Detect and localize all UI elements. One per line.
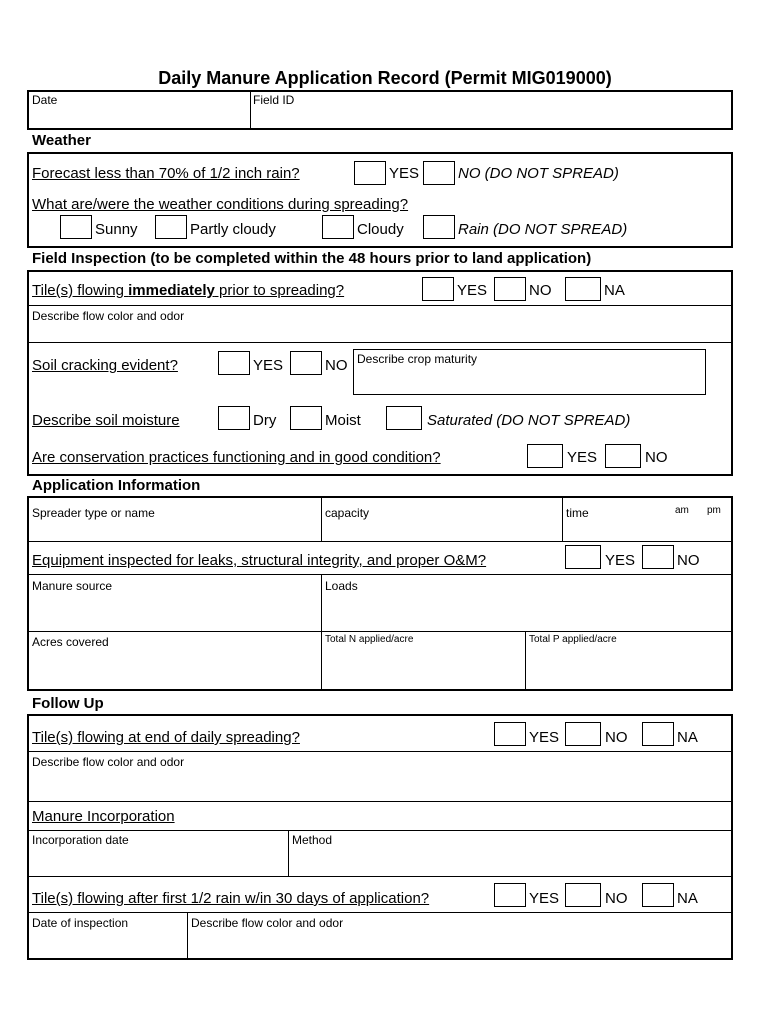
field-id-field[interactable]: Field ID bbox=[253, 93, 295, 107]
conservation-question: Are conservation practices functioning and in good condition? bbox=[32, 449, 441, 466]
total-n-field[interactable]: Total N applied/acre bbox=[325, 634, 414, 645]
conservation-no-checkbox[interactable] bbox=[605, 444, 641, 468]
total-p-field[interactable]: Total P applied/acre bbox=[529, 634, 617, 645]
manure-source-field[interactable]: Manure source bbox=[32, 579, 113, 593]
tiles-rain-no-checkbox[interactable] bbox=[565, 883, 601, 907]
field-inspection-heading: Field Inspection (to be completed within the 48 hours prior to land application) bbox=[32, 250, 592, 267]
forecast-no-checkbox[interactable] bbox=[423, 161, 455, 185]
flow-color-odor-field[interactable]: Describe flow color and odor bbox=[32, 309, 185, 323]
conservation-yes-checkbox[interactable] bbox=[527, 444, 563, 468]
soil-moist-checkbox[interactable] bbox=[290, 406, 322, 430]
soil-cracking-yes-label: YES bbox=[253, 357, 284, 374]
tiles-immediately-yes-checkbox[interactable] bbox=[422, 277, 454, 301]
tiles-end-no-checkbox[interactable] bbox=[565, 722, 601, 746]
tiles-rain-yes-checkbox[interactable] bbox=[494, 883, 526, 907]
soil-dry-label: Dry bbox=[253, 412, 277, 429]
tiles-immediately-yes-label: YES bbox=[457, 282, 488, 299]
soil-dry-checkbox[interactable] bbox=[218, 406, 250, 430]
follow-up-flow-field-2[interactable]: Describe flow color and odor bbox=[191, 916, 344, 930]
tiles-end-na-label: NA bbox=[677, 729, 698, 746]
equipment-question: Equipment inspected for leaks, structural integrity, and proper O&M? bbox=[32, 552, 487, 569]
conservation-yes-label: YES bbox=[567, 449, 598, 466]
tiles-immediately-na-label: NA bbox=[604, 282, 625, 299]
method-field[interactable]: Method bbox=[292, 833, 333, 847]
rain-checkbox[interactable] bbox=[423, 215, 455, 239]
weather-heading: Weather bbox=[32, 132, 91, 149]
forecast-yes-checkbox[interactable] bbox=[354, 161, 386, 185]
follow-up-flow-field[interactable]: Describe flow color and odor bbox=[32, 755, 185, 769]
forecast-yes-label: YES bbox=[389, 165, 420, 182]
conditions-question: What are/were the weather conditions during spreading? bbox=[32, 196, 409, 213]
soil-saturated-label: Saturated (DO NOT SPREAD) bbox=[427, 412, 631, 429]
crop-maturity-label: Describe crop maturity bbox=[357, 352, 478, 366]
tiles-end-yes-label: YES bbox=[529, 729, 560, 746]
tiles-end-na-checkbox[interactable] bbox=[642, 722, 674, 746]
spreader-field[interactable]: Spreader type or name bbox=[32, 506, 155, 520]
soil-cracking-no-label: NO bbox=[325, 357, 348, 374]
forecast-no-label: NO (DO NOT SPREAD) bbox=[458, 165, 619, 182]
tiles-rain-na-checkbox[interactable] bbox=[642, 883, 674, 907]
soil-cracking-question: Soil cracking evident? bbox=[32, 357, 178, 374]
soil-moisture-question: Describe soil moisture bbox=[32, 412, 180, 429]
sunny-checkbox[interactable] bbox=[60, 215, 92, 239]
tiles-end-no-label: NO bbox=[605, 729, 628, 746]
date-of-inspection-field[interactable]: Date of inspection bbox=[32, 916, 129, 930]
tiles-rain-no-label: NO bbox=[605, 890, 628, 907]
rain-label: Rain (DO NOT SPREAD) bbox=[458, 221, 628, 238]
incorporation-heading: Manure Incorporation bbox=[32, 808, 175, 825]
application-frame bbox=[27, 496, 733, 691]
follow-up-heading: Follow Up bbox=[32, 695, 104, 712]
tiles-immediately-na-checkbox[interactable] bbox=[565, 277, 601, 301]
conservation-no-label: NO bbox=[645, 449, 668, 466]
equipment-yes-checkbox[interactable] bbox=[565, 545, 601, 569]
soil-saturated-checkbox[interactable] bbox=[386, 406, 422, 430]
forecast-question: Forecast less than 70% of 1/2 inch rain? bbox=[32, 165, 300, 182]
partly-cloudy-label: Partly cloudy bbox=[190, 221, 276, 238]
header-frame bbox=[27, 90, 733, 130]
cloudy-checkbox[interactable] bbox=[322, 215, 354, 239]
capacity-field[interactable]: capacity bbox=[325, 506, 370, 520]
tiles-end-yes-checkbox[interactable] bbox=[494, 722, 526, 746]
equipment-no-checkbox[interactable] bbox=[642, 545, 674, 569]
pm-label[interactable]: pm bbox=[707, 505, 721, 516]
acres-covered-field[interactable]: Acres covered bbox=[32, 635, 109, 649]
tiles-rain-yes-label: YES bbox=[529, 890, 560, 907]
page-title: Daily Manure Application Record (Permit MIG019000) bbox=[158, 68, 612, 88]
tiles-immediately-no-checkbox[interactable] bbox=[494, 277, 526, 301]
soil-cracking-no-checkbox[interactable] bbox=[290, 351, 322, 375]
equipment-no-label: NO bbox=[677, 552, 700, 569]
tiles-rain-na-label: NA bbox=[677, 890, 698, 907]
time-field[interactable]: time bbox=[566, 506, 589, 520]
soil-moist-label: Moist bbox=[325, 412, 361, 429]
partly-cloudy-checkbox[interactable] bbox=[155, 215, 187, 239]
incorporation-date-field[interactable]: Incorporation date bbox=[32, 833, 129, 847]
application-heading: Application Information bbox=[32, 477, 201, 494]
sunny-label: Sunny bbox=[95, 221, 138, 238]
am-label[interactable]: am bbox=[675, 505, 689, 516]
loads-field[interactable]: Loads bbox=[325, 579, 358, 593]
tiles-end-question: Tile(s) flowing at end of daily spreading? bbox=[32, 729, 300, 746]
soil-cracking-yes-checkbox[interactable] bbox=[218, 351, 250, 375]
tiles-immediately-question: Tile(s) flowing immediately prior to spreading? bbox=[32, 282, 345, 299]
tiles-rain-question: Tile(s) flowing after first 1/2 rain w/in 30 days of application? bbox=[32, 890, 430, 907]
date-field[interactable]: Date bbox=[32, 93, 58, 107]
tiles-immediately-no-label: NO bbox=[529, 282, 552, 299]
equipment-yes-label: YES bbox=[605, 552, 636, 569]
cloudy-label: Cloudy bbox=[357, 221, 404, 238]
